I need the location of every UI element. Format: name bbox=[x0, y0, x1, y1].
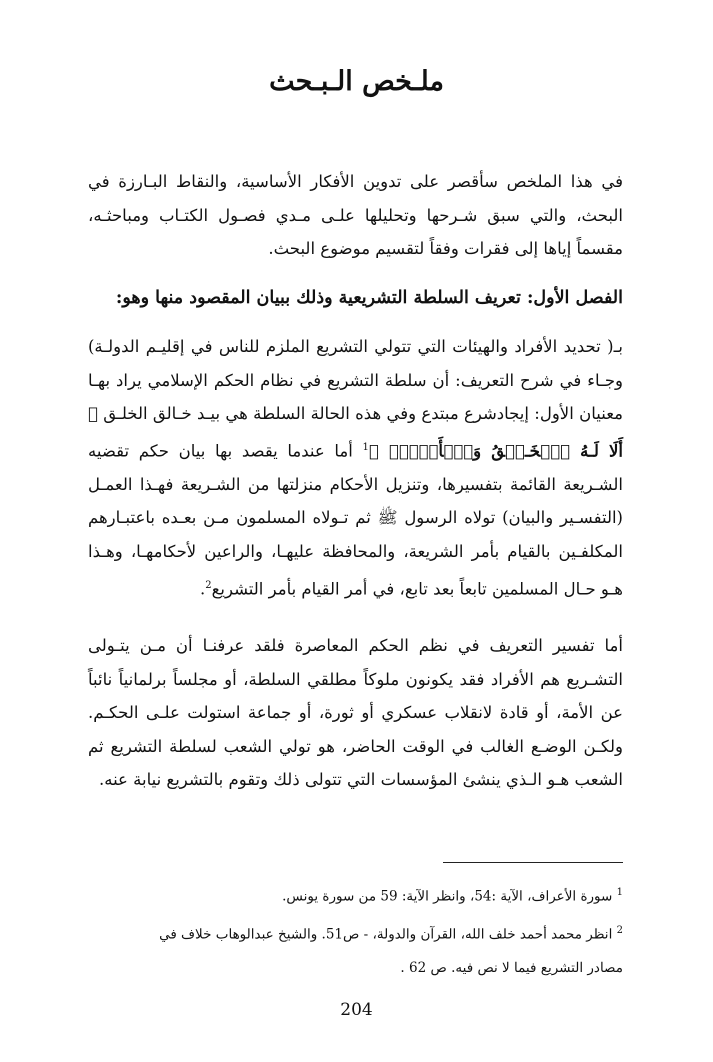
footnote-2-number: 2 bbox=[616, 924, 623, 936]
body-paragraph-2: أما تفسير التعريف في نظم الحكم المعاصرة فلقد عرفنـا أن مـن يتـولى التشـريع هم الأفراد فقد يكونون ملوكاً مطلقي السلطة، أو مجلساً برلمانياً نائباً عن الأمة، أو قادة لانقلاب عسكري أو ثورة، أو جماعة استولت علـى الحكـم. ولكـن الوضـع الغالب في الوقت الحاضر، هو تولي الشعب لسلطة التشريع ثم الشعب هـو الـذي ينشئ المؤسسات التي تتولى ذلك وتقوم بالتشريع نيابة عنه. bbox=[88, 636, 623, 790]
footnote-ref-2: 2 bbox=[205, 579, 212, 591]
page-number: 204 bbox=[340, 1000, 373, 1020]
body-paragraph-1 bbox=[88, 330, 623, 606]
footnote-1-number: 1 bbox=[616, 887, 623, 898]
body-paragraph-1-part1: بـ( تحديد الأفراد والهيئات التي تتولي التشريع الملزم للناس في إقليـم الدولـة) وجـاء في شرح التعريف: أن سلطة التشريع في نظام الحكم الإسلامي يراد بهـا معنيان الأول: إيجادشرع مبتدع وفي هذه الحالة السلطة هي بيـد خـالق الخلـق bbox=[88, 337, 624, 424]
footnote-divider bbox=[443, 862, 623, 863]
body-paragraph-1-part2: أما عندما يقصد بها بيان حكم تقضيه الشـريعة القائمة بتفسيرها، وتنزيل الأحكام منزلتها من الشـريعة فهـذا العمـل (التفسـير والبيان) تولاه الرسول ﷺ ثم تـولاه المسلمون مـن بعـده باعتبـارهم المكلفـين بالقيام بأمر الشريعة، والمحافظة عليهـا، والراعين لأحكامهـا، وهـذا هـو حـال المسلمين تابعاً بعد تابع، في أمر القيام بأمر التشريع bbox=[88, 441, 623, 599]
footnote-1-text: سورة الأعراف، الآية :54، وانظر الآية: 59 من سورة يونس. bbox=[282, 888, 613, 905]
footnote-2-text: انظر محمد أحمد خلف الله، القرآن والدولة، - ص51. والشيخ عبدالوهاب خلاف في bbox=[159, 926, 613, 942]
body-paragraph-1-block bbox=[88, 330, 623, 606]
footnote-2 bbox=[83, 914, 623, 952]
intro-paragraph-block bbox=[88, 165, 623, 266]
body-paragraph-2-block bbox=[88, 629, 623, 797]
footnotes bbox=[83, 876, 623, 985]
intro-paragraph: في هذا الملخص سأقصر على تدوين الأفكار الأساسية، والنقاط البـارزة في البحث، والتي سبق شـرحها وتحليلها علـى مـدي فصـول الكتـاب ومباحثـه، مقسماً إياها إلى فقرات وفقاً لتقسيم موضوع البحث. bbox=[88, 172, 623, 259]
footnote-ref-1: 1 bbox=[362, 441, 369, 453]
page-title: ملـخص الـبـحث bbox=[269, 66, 444, 97]
footnote-1 bbox=[83, 876, 623, 914]
quran-verse: ﴿ أَلَا لَـهُ ٱلۡخَـلۡقُ وَٱلۡأَمۡرُۗ ﴾ bbox=[88, 404, 623, 461]
body-paragraph-1-end: . bbox=[199, 579, 206, 599]
chapter-heading: الفصل الأول: تعريف السلطة التشريعية وذلك ببيان المقصود منها وهو: bbox=[115, 288, 623, 308]
footnote-2-continuation: مصادر التشريع فيما لا نص فيه. ص 62 . bbox=[400, 960, 623, 976]
